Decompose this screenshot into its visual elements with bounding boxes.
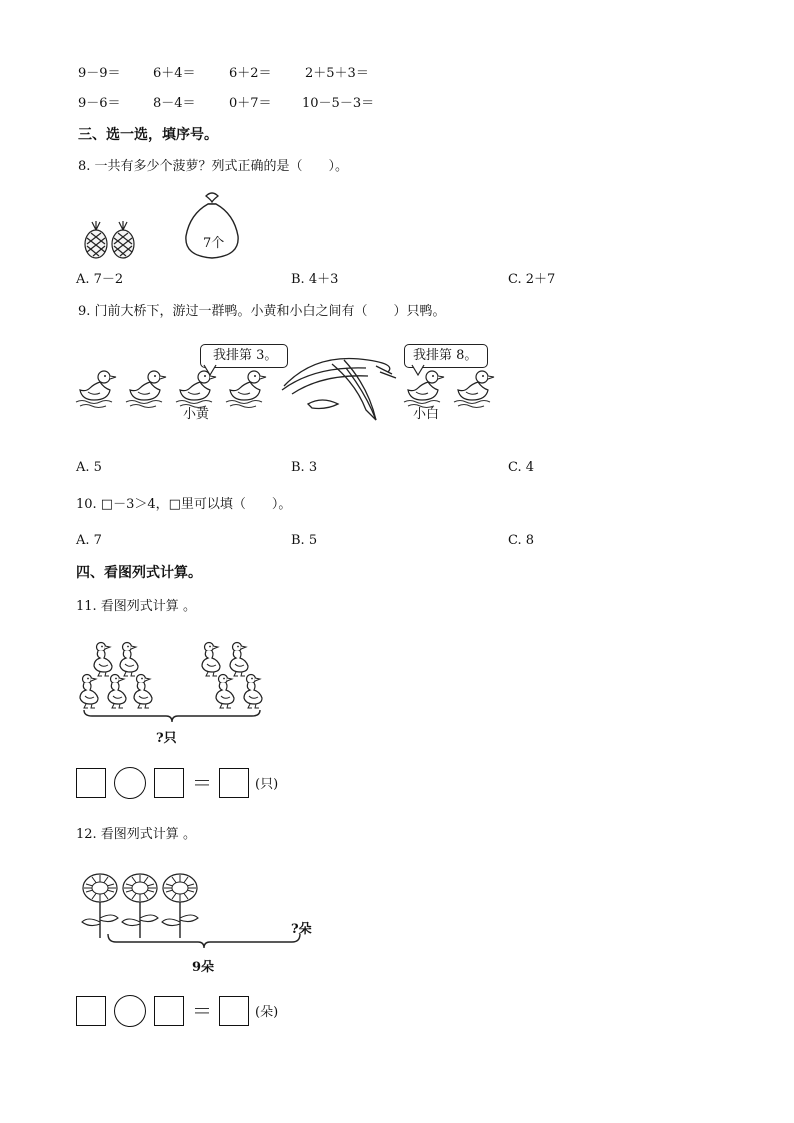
flower-3 — [162, 874, 198, 938]
duck-1 — [76, 371, 116, 408]
arith-1-2: 6＋4＝ — [153, 66, 196, 81]
bag-image — [182, 192, 242, 262]
q12-unit: (朵) — [255, 1005, 279, 1020]
pineapple-2 — [112, 221, 134, 258]
q11-brace-label: ?只 — [156, 731, 177, 746]
q12-equals: ＝ — [192, 999, 212, 1023]
speech-bubble-right-tail — [412, 365, 426, 377]
q10-option-c[interactable]: C. 8 — [508, 533, 535, 548]
section-3-title: 三、选一选，填序号。 — [78, 127, 218, 143]
duck-6 — [454, 371, 494, 408]
q10-option-b[interactable]: B. 5 — [291, 533, 318, 548]
arith-1-3: 6＋2＝ — [229, 66, 272, 81]
q12-answer-box-1[interactable] — [76, 996, 106, 1026]
q8-option-b[interactable]: B. 4＋3 — [291, 272, 339, 287]
q12-operator-circle[interactable] — [114, 995, 146, 1027]
duck-4 — [226, 371, 266, 408]
pineapple-1 — [85, 221, 107, 258]
q10-option-a[interactable]: A. 7 — [76, 533, 102, 548]
duck-group-left — [80, 643, 152, 709]
speech-bubble-right-text: 我排第 8。 — [413, 348, 478, 363]
q11-answer-box-3[interactable] — [219, 768, 249, 798]
label-xiaobai: 小白 — [413, 407, 440, 422]
q12-stem: 12. 看图列式计算 。 — [76, 827, 196, 842]
q9-option-c[interactable]: C. 4 — [508, 460, 535, 475]
arith-2-4: 10－5－3＝ — [302, 96, 375, 111]
arith-1-1: 9－9＝ — [78, 66, 121, 81]
q12-brace — [106, 932, 302, 950]
q9-option-b[interactable]: B. 3 — [291, 460, 318, 475]
q8-stem: 8. 一共有多少个菠萝？列式正确的是（ ）。 — [78, 159, 349, 174]
arith-2-2: 8－4＝ — [153, 96, 196, 111]
flower-2 — [122, 874, 158, 938]
q9-option-a[interactable]: A. 5 — [76, 460, 102, 475]
q11-stem: 11. 看图列式计算 。 — [76, 599, 196, 614]
q8-option-c[interactable]: C. 2＋7 — [508, 272, 556, 287]
speech-bubble-left-tail — [204, 365, 218, 377]
q11-equals: ＝ — [192, 771, 212, 795]
arith-1-4: 2＋5＋3＝ — [305, 66, 369, 81]
pineapples-image — [82, 222, 142, 262]
flower-1 — [82, 874, 118, 938]
label-xiaohuang: 小黄 — [183, 407, 210, 422]
arith-2-3: 0＋7＝ — [229, 96, 272, 111]
bridge — [282, 358, 396, 420]
section-4-title: 四、看图列式计算。 — [76, 565, 202, 581]
q11-answer-box-2[interactable] — [154, 768, 184, 798]
q11-answer-box-1[interactable] — [76, 768, 106, 798]
bag-label: 7个 — [203, 236, 225, 251]
q12-answer-box-2[interactable] — [154, 996, 184, 1026]
q12-total-label: 9朵 — [192, 960, 215, 975]
q12-part-label: ?朵 — [291, 922, 312, 937]
ducks-bridge-image — [76, 364, 506, 426]
arith-2-1: 9－6＝ — [78, 96, 121, 111]
q9-stem: 9. 门前大桥下，游过一群鸭。小黄和小白之间有（ ）只鸭。 — [78, 304, 446, 319]
speech-bubble-left-text: 我排第 3。 — [213, 348, 278, 363]
q10-stem: 10. □－3＞4，□里可以填（ ）。 — [76, 497, 292, 512]
duck-2 — [126, 371, 166, 408]
duck-group-right — [202, 643, 262, 709]
q8-option-a[interactable]: A. 7－2 — [76, 272, 124, 287]
q11-operator-circle[interactable] — [114, 767, 146, 799]
q11-brace — [82, 708, 262, 724]
q11-unit: (只) — [255, 777, 279, 792]
q12-answer-box-3[interactable] — [219, 996, 249, 1026]
